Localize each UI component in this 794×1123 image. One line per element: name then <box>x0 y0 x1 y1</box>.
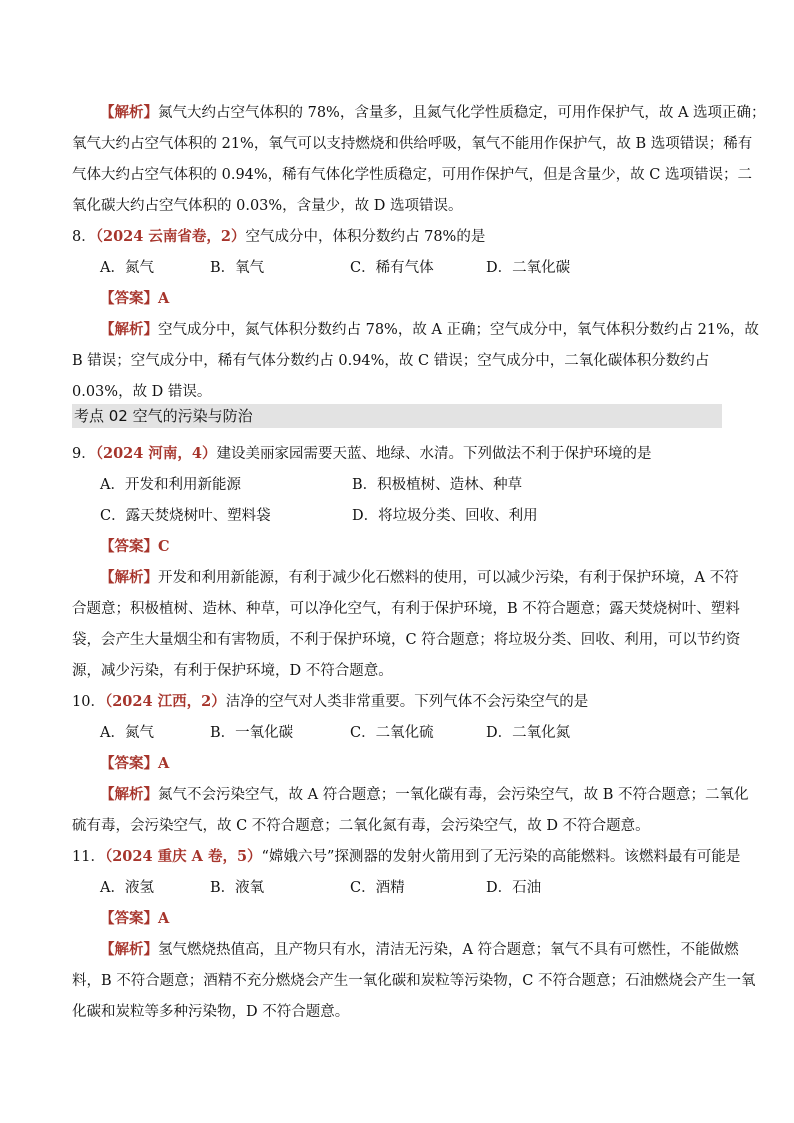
answer-line <box>100 290 750 308</box>
answer-value: A <box>158 290 170 307</box>
question-text: 洁净的空气对人类非常重要。下列气体不会污染空气的是 <box>225 694 589 710</box>
option-b: B．积极植树、造林、种草 <box>352 477 523 493</box>
question-source: （2024 江西，2） <box>104 693 226 710</box>
option-a: A．液氢 <box>100 880 154 896</box>
analysis-label: 【解析】 <box>100 786 158 803</box>
analysis-line: 气体大约占空气体积的 0.94%，稀有气体化学性质稳定，可用作保护气，但是含量少，故 C 选项错误；二 <box>72 167 752 183</box>
option-a: A．开发和利用新能源 <box>100 477 241 493</box>
question-number: 8． <box>72 229 96 245</box>
answer-label: 【答案】 <box>100 538 158 555</box>
answer-line <box>100 538 750 556</box>
analysis-text: 氮气不会污染空气，故 A 符合题意；一氧化碳有毒，会污染空气，故 B 不符合题意；二氧化 <box>158 787 749 803</box>
analysis-label: 【解析】 <box>100 941 158 958</box>
option-a: A．氮气 <box>100 725 154 741</box>
answer-line <box>100 755 750 773</box>
analysis-line: 料，B 不符合题意；酒精不充分燃烧会产生一氧化碳和炭粒等污染物，C 不符合题意；石油燃烧会产生一氧 <box>72 973 756 989</box>
question-source: （2024 河南，4） <box>95 445 217 462</box>
question-8-stem <box>72 228 722 246</box>
option-d: D．二氧化碳 <box>486 260 571 276</box>
answer-value: A <box>158 910 170 927</box>
analysis-line: 化碳和炭粒等多种污染物，D 不符合题意。 <box>72 1004 350 1020</box>
analysis-text: 开发和利用新能源，有利于减少化石燃料的使用，可以减少污染，有利于保护环境，A 不符 <box>158 570 739 586</box>
analysis-line: 源，减少污染，有利于保护环境，D 不符合题意。 <box>72 663 393 679</box>
answer-value: C <box>158 538 170 555</box>
question-source: （2024 重庆 A 卷，5） <box>104 848 262 865</box>
analysis-line: 0.03%，故 D 错误。 <box>72 384 212 400</box>
analysis-line: 硫有毒，会污染空气，故 C 不符合题意；二氧化氮有毒，会污染空气，故 D 不符合题意。 <box>72 818 650 834</box>
answer-label: 【答案】 <box>100 755 158 772</box>
question-9-stem <box>72 445 722 463</box>
option-a: A．氮气 <box>100 260 154 276</box>
analysis-line <box>100 786 750 804</box>
question-source: （2024 云南省卷，2） <box>95 228 246 245</box>
analysis-line <box>100 104 766 122</box>
option-b: B．一氧化碳 <box>210 725 294 741</box>
analysis-label: 【解析】 <box>100 321 158 338</box>
analysis-text: 空气成分中，氮气体积分数约占 78%，故 A 正确；空气成分中，氧气体积分数约占 21%，故 <box>158 322 759 338</box>
option-c: C．露天焚烧树叶、塑料袋 <box>100 508 271 524</box>
answer-label: 【答案】 <box>100 290 158 307</box>
analysis-line: 氧化碳大约占空气体积的 0.03%，含量少，故 D 选项错误。 <box>72 198 463 214</box>
question-10-stem <box>72 693 722 711</box>
analysis-line <box>100 569 750 587</box>
question-number: 11． <box>72 849 105 865</box>
option-d: D．将垃圾分类、回收、利用 <box>352 508 538 524</box>
question-11-stem <box>72 848 741 866</box>
analysis-text: 氢气燃烧热值高，且产物只有水，清洁无污染，A 符合题意；氧气不具有可燃性，不能做燃 <box>158 942 739 958</box>
analysis-line <box>100 941 750 959</box>
option-c: C．二氧化硫 <box>350 725 434 741</box>
analysis-line: B 错误；空气成分中，稀有气体分数约占 0.94%，故 C 错误；空气成分中，二氧化碳体积分数约占 <box>72 353 710 369</box>
answer-label: 【答案】 <box>100 910 158 927</box>
analysis-line: 氧气大约占空气体积的 21%，氧气可以支持燃烧和供给呼吸，氧气不能用作保护气，故 B 选项错误；稀有 <box>72 136 753 152</box>
question-text: 建设美丽家园需要天蓝、地绿、水清。下列做法不利于保护环境的是 <box>216 446 652 462</box>
option-c: C．酒精 <box>350 880 405 896</box>
option-c: C．稀有气体 <box>350 260 434 276</box>
answer-line <box>100 910 750 928</box>
option-b: B．液氧 <box>210 880 265 896</box>
option-d: D．二氧化氮 <box>486 725 571 741</box>
analysis-label: 【解析】 <box>100 104 158 121</box>
question-number: 10． <box>72 694 105 710</box>
analysis-text: 氮气大约占空气体积的 78%，含量多，且氮气化学性质稳定，可用作保护气，故 A 选项正确； <box>158 105 766 121</box>
option-b: B．氧气 <box>210 260 265 276</box>
analysis-line <box>100 321 759 339</box>
option-d: D．石油 <box>486 880 542 896</box>
question-number: 9． <box>72 446 96 462</box>
question-text: “嫦娥六号”探测器的发射火箭用到了无污染的高能燃料。该燃料最有可能是 <box>261 849 741 865</box>
analysis-line: 合题意；积极植树、造林、种草，可以净化空气，有利于保护环境，B 不符合题意；露天焚烧树叶、塑料 <box>72 601 740 617</box>
section-heading: 考点 02 空气的污染与防治 <box>72 404 722 428</box>
question-text: 空气成分中，体积分数约占 78%的是 <box>245 229 486 245</box>
answer-value: A <box>158 755 170 772</box>
analysis-line: 袋，会产生大量烟尘和有害物质，不利于保护环境，C 符合题意；将垃圾分类、回收、利用，可以节约资 <box>72 632 741 648</box>
analysis-label: 【解析】 <box>100 569 158 586</box>
